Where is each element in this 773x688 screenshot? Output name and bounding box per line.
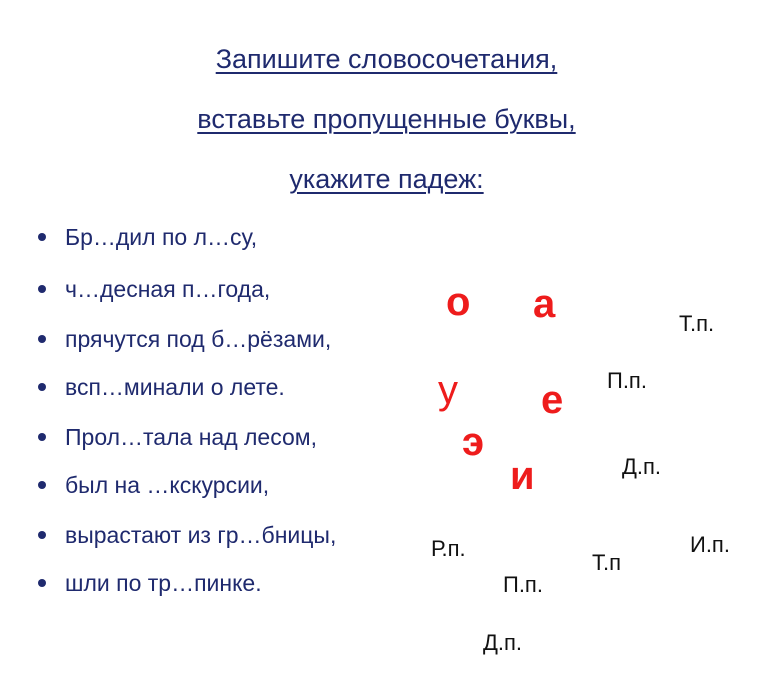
phrase-item [38, 472, 269, 499]
phrase-text: был на …кскурсии, [65, 472, 270, 498]
letter-i: и [510, 454, 535, 498]
title-line-2: вставьте пропущенные буквы, [197, 104, 576, 134]
phrase-item [38, 326, 331, 353]
letter-u: у [438, 368, 458, 412]
case-label: Д.п. [483, 630, 523, 655]
bullet-icon [38, 335, 46, 343]
case-label: Р.п. [431, 536, 466, 561]
phrase-text: ч…десная п…года, [65, 276, 271, 302]
phrase-item [38, 224, 257, 251]
title-line-3: укажите падеж: [289, 164, 484, 194]
phrase-text: вырастают из гр…бницы, [65, 522, 337, 548]
case-label: Д.п. [622, 454, 662, 479]
phrase-item [38, 424, 317, 451]
letter-e: е [541, 378, 564, 422]
phrase-text: Прол…тала над лесом, [65, 424, 317, 450]
phrase-item [38, 522, 336, 549]
phrase-text: шли по тр…пинке. [65, 570, 262, 596]
bullet-icon [38, 481, 46, 489]
case-label: П.п. [607, 368, 647, 393]
phrase-text: прячутся под б…рёзами, [65, 326, 332, 352]
title-line-1: Запишите словосочетания, [215, 44, 558, 74]
case-label: И.п. [690, 532, 730, 557]
bullet-icon [38, 233, 46, 241]
letter-o: о [446, 280, 471, 324]
phrase-text: Бр…дил по л…су, [65, 224, 258, 250]
letter-eh: э [462, 420, 485, 464]
bullet-icon [38, 383, 46, 391]
case-label: Т.п [592, 550, 622, 575]
bullet-icon [38, 579, 46, 587]
phrase-item [38, 374, 285, 401]
phrase-text: всп…минали о лете. [65, 374, 285, 400]
case-label: Т.п. [679, 311, 715, 336]
bullet-icon [38, 285, 46, 293]
letter-a: а [533, 282, 556, 326]
case-label: П.п. [503, 572, 543, 597]
phrase-item [38, 570, 262, 597]
phrase-item [38, 276, 270, 303]
bullet-icon [38, 433, 46, 441]
bullet-icon [38, 531, 46, 539]
